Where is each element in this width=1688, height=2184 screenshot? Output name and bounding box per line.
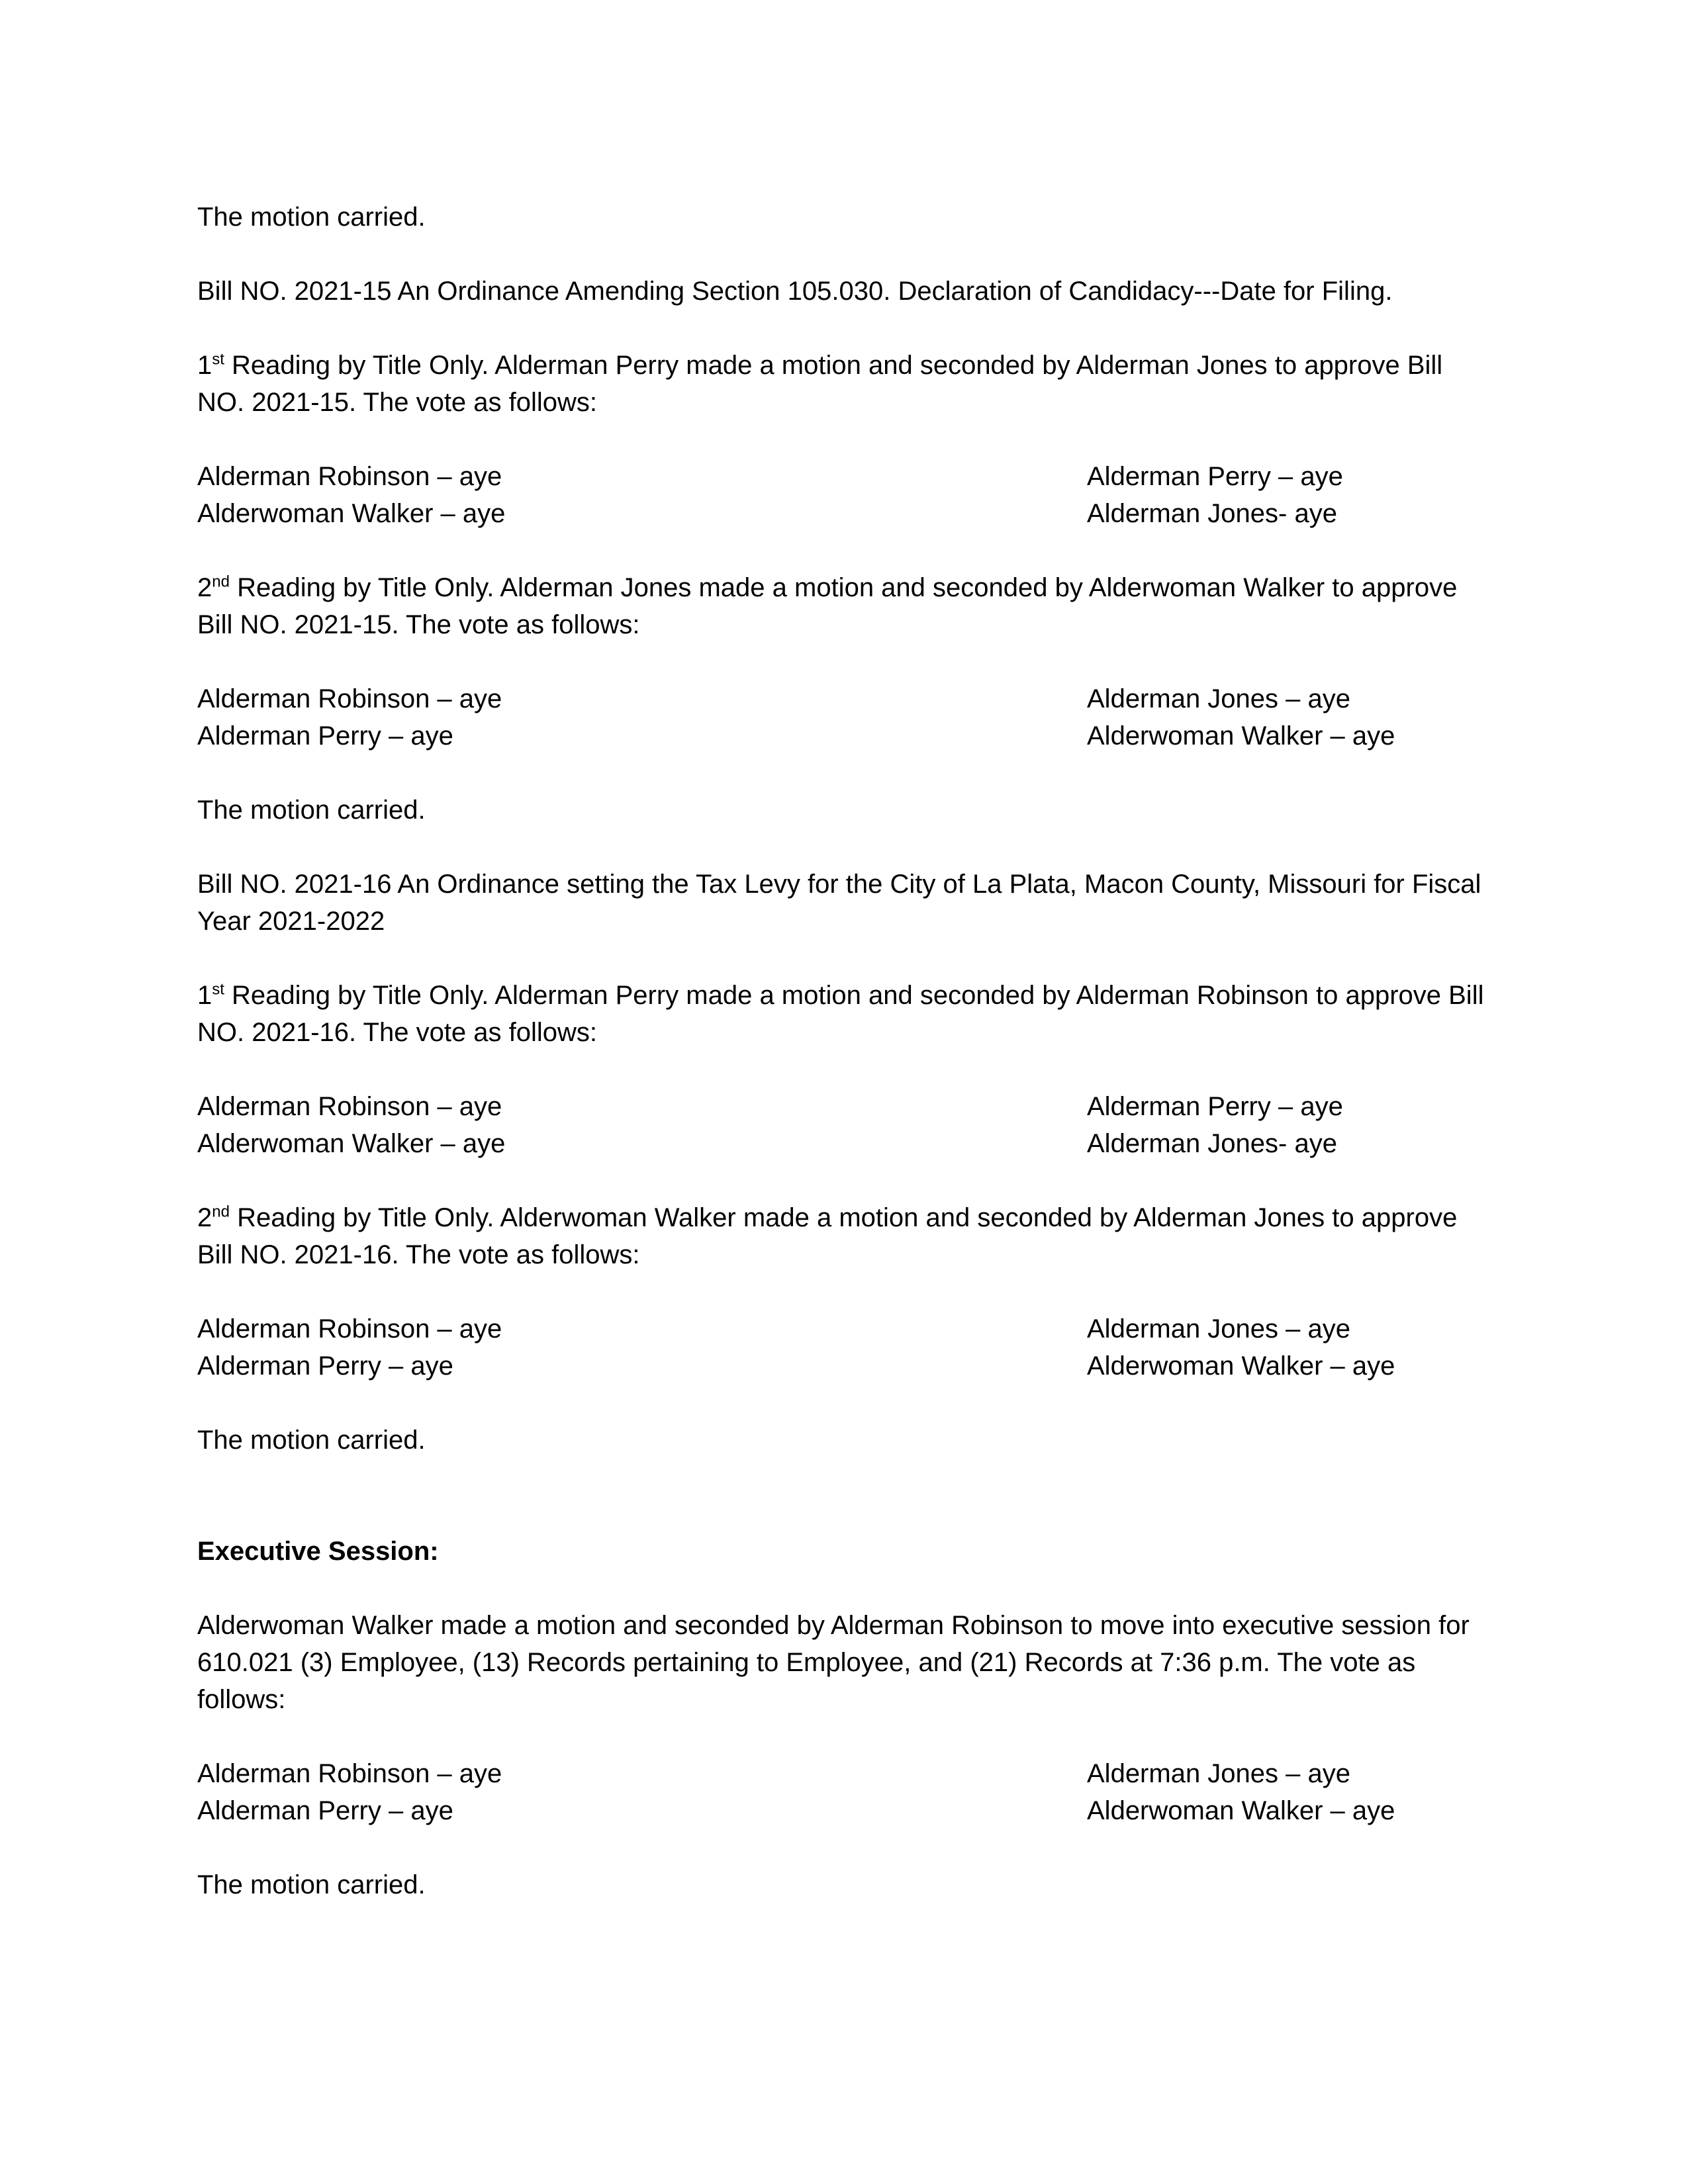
- vote-tally-4: [197, 1310, 1495, 1385]
- vote-entry: Alderwoman Walker – aye: [1087, 721, 1395, 751]
- vote-entry: Alderman Perry – aye: [1087, 1092, 1343, 1121]
- vote-entry: Alderman Perry – aye: [197, 721, 453, 751]
- vote-entry: Alderman Robinson – aye: [197, 684, 502, 713]
- vote-tally-5: [197, 1755, 1495, 1829]
- executive-session-motion: Alderwoman Walker made a motion and seconded by Alderman Robinson to move into executive session for 610.021 (3) Employee, (13) Records pertaining to Employee, and (21) Records at 7:36 p.m. The vote as follows:: [197, 1611, 1470, 1714]
- bill-2021-15-first-reading: [197, 347, 1495, 421]
- reading-text: Reading by Title Only. Alderwoman Walker made a motion and seconded by Alderman Jones to approve Bill NO. 2021-16. The vote as follows:: [197, 1203, 1458, 1269]
- vote-entry: Alderman Robinson – aye: [197, 1314, 502, 1343]
- document-page: [197, 199, 1495, 1940]
- vote-entry: Alderman Robinson – aye: [197, 1092, 502, 1121]
- reading-text: Reading by Title Only. Alderman Perry made a motion and seconded by Alderman Jones to approve Bill NO. 2021-15. The vote as follows:: [197, 351, 1443, 417]
- bill-2021-15-title: Bill NO. 2021-15 An Ordinance Amending Section 105.030. Declaration of Candidacy---Date for Filing.: [197, 277, 1393, 306]
- vote-entry: Alderwoman Walker – aye: [1087, 1351, 1395, 1381]
- ordinal-number: 1: [197, 981, 212, 1010]
- motion-carried-text: The motion carried.: [197, 1870, 426, 1899]
- ordinal-number: 2: [197, 573, 212, 602]
- ordinal-suffix: st: [212, 980, 224, 999]
- vote-entry: Alderman Jones- aye: [1087, 499, 1337, 528]
- vote-entry: Alderman Jones- aye: [1087, 1129, 1337, 1158]
- ordinal-number: 1: [197, 351, 212, 380]
- vote-entry: Alderman Perry – aye: [197, 1796, 453, 1825]
- vote-tally-2: [197, 680, 1495, 754]
- vote-entry: Alderman Robinson – aye: [197, 462, 502, 491]
- vote-entry: Alderwoman Walker – aye: [197, 499, 506, 528]
- bill-2021-16-second-reading: [197, 1199, 1495, 1273]
- ordinal-suffix: nd: [212, 1203, 230, 1221]
- vote-tally-1: [197, 458, 1495, 532]
- ordinal-suffix: nd: [212, 572, 230, 591]
- ordinal-suffix: st: [212, 350, 224, 369]
- bill-2021-16-first-reading: [197, 977, 1495, 1051]
- reading-text: Reading by Title Only. Alderman Jones made a motion and seconded by Alderwoman Walker to approve Bill NO. 2021-15. The vote as follows:: [197, 573, 1458, 639]
- vote-entry: Alderman Robinson – aye: [197, 1759, 502, 1788]
- vote-entry: Alderwoman Walker – aye: [1087, 1796, 1395, 1825]
- vote-entry: Alderman Perry – aye: [1087, 462, 1343, 491]
- motion-carried-text: The motion carried.: [197, 203, 426, 232]
- section-heading-executive-session: Executive Session:: [197, 1537, 439, 1566]
- vote-entry: Alderman Jones – aye: [1087, 1314, 1351, 1343]
- vote-entry: Alderman Perry – aye: [197, 1351, 453, 1381]
- motion-carried-text: The motion carried.: [197, 796, 426, 825]
- vote-entry: Alderman Jones – aye: [1087, 684, 1351, 713]
- bill-2021-15-second-reading: [197, 569, 1495, 643]
- ordinal-number: 2: [197, 1203, 212, 1232]
- bill-2021-16-title: Bill NO. 2021-16 An Ordinance setting the Tax Levy for the City of La Plata, Macon County, Missouri for Fiscal Year 2021-2022: [197, 870, 1481, 936]
- reading-text: Reading by Title Only. Alderman Perry made a motion and seconded by Alderman Robinson to approve Bill NO. 2021-16. The vote as follows:: [197, 981, 1484, 1047]
- vote-entry: Alderman Jones – aye: [1087, 1759, 1351, 1788]
- motion-carried-text: The motion carried.: [197, 1426, 426, 1455]
- vote-entry: Alderwoman Walker – aye: [197, 1129, 506, 1158]
- vote-tally-3: [197, 1088, 1495, 1162]
